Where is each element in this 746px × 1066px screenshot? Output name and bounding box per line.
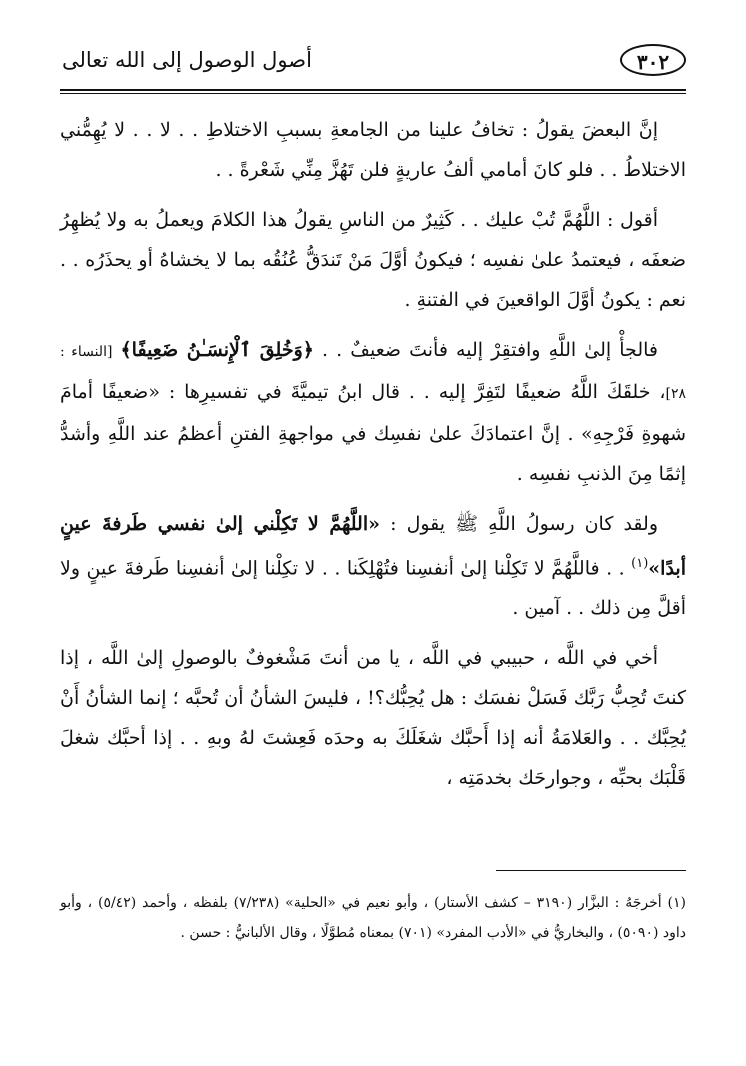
quran-verse: ﴿وَخُلِقَ ٱلْإِنسَـٰنُ ضَعِيفًا﴾: [120, 339, 314, 361]
paragraph-4-text-a: ولقد كان رسولُ اللَّهِ ﷺ يقول :: [380, 513, 658, 535]
page-header: [60, 38, 686, 86]
paragraph-1: إنَّ البعضَ يقولُ : تخافُ علينا من الجامعةِ بسببِ الاختلاطِ . . لا . . لا يُهِمُّني الاختلاطُ . . فلو كانَ أمامي ألفُ عاريةٍ فلن تَهُزَّ مِنِّي شَعْرةً . .: [60, 119, 686, 181]
paragraph-4-text-b: . . فاللَّهُمَّ لا تَكِلْنا إلىٰ أنفسِنا فتُهْلِكَنا . . لا تكِلْنا إلىٰ أنفسِنا طَرفةَ عينٍ ولا أقلَّ مِن ذلك . . آمين .: [60, 557, 686, 620]
paragraph-3: [60, 330, 686, 494]
header-rule-thin: [60, 93, 686, 94]
page-number: ٣٠٢: [620, 44, 686, 76]
hadith-quote: «اللَّهُمَّ لا تَكِلْني إلىٰ نفسي طَرفةَ عينٍ أبدًا»: [60, 513, 686, 580]
footnotes: [60, 888, 686, 948]
footnote-separator: [496, 870, 686, 871]
paragraph-3-text-a: فالجأْ إلىٰ اللَّهِ وافتقِرْ إليه فأنتَ ضعيفٌ . .: [313, 339, 658, 361]
paragraph-2: أقول : اللَّهُمَّ تُبْ عليك . . كَثِيرٌ من الناسِ يقولُ هذا الكلامَ ويعملُ به ولا يُظهِرُ ضعفَه ، فيعتمدُ علىٰ نفسِه ؛ فيكونُ أوَّلَ مَنْ تَندَقُّ عُنُقُه بما لا يخشاهُ أو يحذَرُه . . نعم : يكونُ أوَّلَ الواقعينَ في الفتنةِ .: [60, 209, 686, 311]
header-rule: [60, 89, 686, 91]
paragraph-4: [60, 504, 686, 628]
paragraph-3-text-b: ، خلقَكَ اللَّهُ ضعيفًا لتَفِرَّ إليه . . قال ابنُ تيميَّةَ في تفسيرِها : «ضعيفًا أمامَ شهوةِ فَرْجِهِ» . إنَّ اعتمادَكَ علىٰ نفسِك في مواجهةِ الفتنِ أعظمُ عند اللَّهِ وأشدُّ إثمًا مِنَ الذنبِ نفسِه .: [60, 381, 686, 485]
book-page: [60, 0, 686, 1066]
footnote-marker[interactable]: (١): [631, 556, 649, 571]
paragraph-5: أخي في اللَّه ، حبيبي في اللَّه ، يا من أنتَ مَشْغوفٌ بالوصولِ إلىٰ اللَّه ، إذا كنتَ تُحِبُّ رَبَّك فَسَلْ نفسَك : هل يُحِبُّك؟! ، فليسَ الشأنُ أن تُحبَّه ؛ إنما الشأنُ أَنْ يُحِبَّك . . والعَلامَةُ أنه إذا أَحبَّك شغَلَكَ به وحدَه فَعِشتَ لهُ وبهِ . . إذا أحبَّك شغلَ قَلْبَك بحبِّه ، وجوارحَك بخدمَتِه ،: [60, 647, 686, 790]
footnote-1: (١) أخرجَهُ : البزَّار (٣١٩٠ – كشف الأستار) ، وأبو نعيم في «الحلية» (٧/٢٣٨) بلفظه ، وأحمد (٥/٤٢) ، وأبو داود (٥٠٩٠) ، والبخاريُّ في «الأدب المفرد» (٧٠١) بمعناه مُطوَّلًا ، وقال الألبانيُّ : حسن .: [60, 895, 686, 941]
running-title: أصول الوصول إلى الله تعالى: [62, 48, 312, 72]
verse-reference: [النساء : ٢٨]: [60, 344, 686, 402]
main-text: [60, 110, 686, 808]
